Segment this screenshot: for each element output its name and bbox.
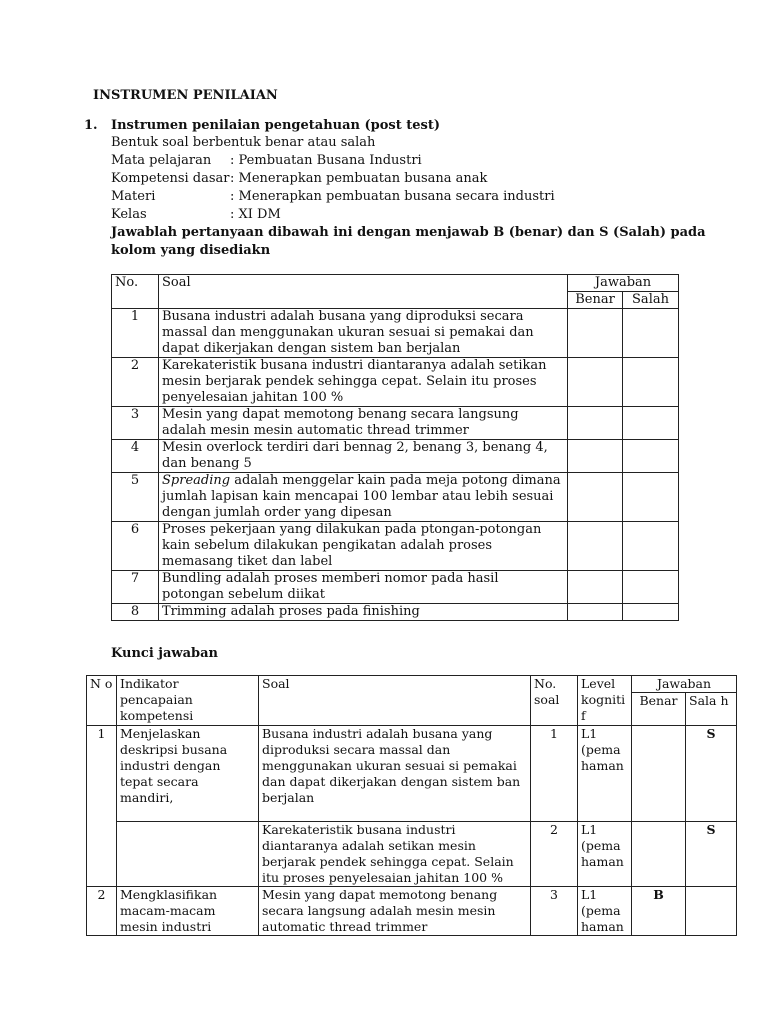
- key-row-salah: [686, 887, 737, 936]
- answer-salah-cell[interactable]: [623, 522, 679, 571]
- table-row: [112, 440, 679, 473]
- field-value-materi: : Menerapkan pembuatan busana secara industri: [230, 189, 555, 204]
- table-row: [112, 309, 679, 358]
- row-soal: Karekateristik busana industri diantaranya adalah setikan mesin berjarak pendek sehingga cepat. Selain itu proses penyelesaian jahitan 100 %: [159, 358, 568, 407]
- key-row-no: [87, 822, 117, 887]
- row-soal-emphasis: Spreading: [162, 473, 231, 488]
- row-soal: Busana industri adalah busana yang diproduksi secara massal dan menggunakan ukuran sesuai si pemakai dan dapat dikerjakan dengan sistem ban berjalan: [159, 309, 568, 358]
- row-no: 3: [112, 407, 159, 440]
- key-row-indikator: Mengklasifikan macam-macam mesin industri: [117, 887, 259, 936]
- key-row-salah: S: [686, 822, 737, 887]
- answer-salah-cell[interactable]: [623, 358, 679, 407]
- key-header-indikator: Indikator pencapaian kompetensi: [117, 676, 259, 726]
- answer-salah-cell[interactable]: [623, 440, 679, 473]
- key-row-soal: Busana industri adalah busana yang diproduksi secara massal dan menggunakan ukuran sesuai si pemakai dan dapat dikerjakan dengan sistem ban berjalan: [259, 726, 531, 822]
- answer-salah-cell[interactable]: [623, 407, 679, 440]
- answer-salah-cell[interactable]: [623, 604, 679, 621]
- answer-benar-cell[interactable]: [568, 604, 623, 621]
- row-soal: Mesin yang dapat memotong benang secara langsung adalah mesin mesin automatic thread trimmer: [159, 407, 568, 440]
- header-salah: Salah: [623, 292, 679, 309]
- header-soal: Soal: [159, 275, 568, 309]
- instruction-line-1: Jawablah pertanyaan dibawah ini dengan menjawab B (benar) dan S (Salah) pada: [111, 225, 706, 240]
- row-no: 1: [112, 309, 159, 358]
- answer-benar-cell[interactable]: [568, 571, 623, 604]
- row-no: 5: [112, 473, 159, 522]
- key-row-indikator: Menjelaskan deskripsi busana industri dengan tepat secara mandiri,: [117, 726, 259, 822]
- answer-benar-cell[interactable]: [568, 440, 623, 473]
- row-no: 6: [112, 522, 159, 571]
- row-no: 4: [112, 440, 159, 473]
- table-row: [87, 887, 737, 936]
- key-row-level: L1 (pema haman: [578, 887, 632, 936]
- field-label-kompetensi-dasar: Kompetensi dasar: [111, 171, 230, 186]
- key-row-salah: S: [686, 726, 737, 822]
- table-row: [112, 473, 679, 522]
- section-subtitle: Bentuk soal berbentuk benar atau salah: [111, 135, 376, 150]
- key-row-benar: [632, 822, 686, 887]
- field-value-kelas: : XI DM: [230, 207, 281, 222]
- field-label-materi: Materi: [111, 189, 156, 204]
- key-header-benar: Benar: [632, 693, 686, 726]
- answer-benar-cell[interactable]: [568, 522, 623, 571]
- key-header-jawaban: Jawaban: [632, 676, 737, 693]
- header-jawaban: Jawaban: [568, 275, 679, 292]
- table-row: [87, 726, 737, 822]
- answer-benar-cell[interactable]: [568, 358, 623, 407]
- answer-salah-cell[interactable]: [623, 309, 679, 358]
- key-header-soal: Soal: [259, 676, 531, 726]
- row-soal: Mesin overlock terdiri dari bennag 2, benang 3, benang 4, dan benang 5: [159, 440, 568, 473]
- answer-benar-cell[interactable]: [568, 309, 623, 358]
- document-heading: INSTRUMEN PENILAIAN: [93, 88, 278, 103]
- key-header-salah: Sala h: [686, 693, 737, 726]
- row-soal: [159, 473, 568, 522]
- table-row: [112, 571, 679, 604]
- question-table: [111, 274, 679, 621]
- key-row-benar: B: [632, 887, 686, 936]
- row-soal: Trimming adalah proses pada finishing: [159, 604, 568, 621]
- table-row: [87, 822, 737, 887]
- header-benar: Benar: [568, 292, 623, 309]
- row-soal-text: adalah menggelar kain pada meja potong dimana jumlah lapisan kain mencapai 100 lembar atau lebih sesuai dengan jumlah order yang dipesan: [162, 473, 561, 520]
- field-label-mata-pelajaran: Mata pelajaran: [111, 153, 212, 168]
- row-soal: Proses pekerjaan yang dilakukan pada ptongan-potongan kain sebelum dilakukan pengikatan adalah proses memasang tiket dan label: [159, 522, 568, 571]
- kunci-title: Kunci jawaban: [111, 646, 219, 661]
- key-row-no-soal: 2: [531, 822, 578, 887]
- answer-salah-cell[interactable]: [623, 571, 679, 604]
- row-no: 7: [112, 571, 159, 604]
- key-row-soal: Karekateristik busana industri diantaranya adalah setikan mesin berjarak pendek sehingga cepat. Selain itu proses penyelesaian jahitan 100 %: [259, 822, 531, 887]
- row-no: 8: [112, 604, 159, 621]
- answer-key-table: [86, 675, 737, 936]
- answer-salah-cell[interactable]: [623, 473, 679, 522]
- header-no: No.: [112, 275, 159, 309]
- key-row-no-soal: 3: [531, 887, 578, 936]
- row-no: 2: [112, 358, 159, 407]
- answer-benar-cell[interactable]: [568, 473, 623, 522]
- key-row-indikator: [117, 822, 259, 887]
- key-row-no: 2: [87, 887, 117, 936]
- field-value-kompetensi-dasar: : Menerapkan pembuatan busana anak: [230, 171, 488, 186]
- key-row-benar: [632, 726, 686, 822]
- key-row-no: 1: [87, 726, 117, 822]
- table-row: [112, 604, 679, 621]
- row-soal: Bundling adalah proses memberi nomor pada hasil potongan sebelum diikat: [159, 571, 568, 604]
- key-row-no-soal: 1: [531, 726, 578, 822]
- section-title: Instrumen penilaian pengetahuan (post test): [111, 118, 441, 133]
- table-row: [112, 407, 679, 440]
- key-row-soal: Mesin yang dapat memotong benang secara langsung adalah mesin mesin automatic thread trimmer: [259, 887, 531, 936]
- table-row: [112, 522, 679, 571]
- section-number: 1.: [84, 118, 98, 133]
- table-row: [112, 358, 679, 407]
- field-value-mata-pelajaran: : Pembuatan Busana Industri: [230, 153, 422, 168]
- instruction-line-2: kolom yang disediakn: [111, 243, 271, 258]
- answer-benar-cell[interactable]: [568, 407, 623, 440]
- key-row-level: L1 (pema haman: [578, 822, 632, 887]
- key-header-level: Level kogniti f: [578, 676, 632, 726]
- key-header-no: N o: [87, 676, 117, 726]
- field-label-kelas: Kelas: [111, 207, 147, 222]
- key-header-no-soal: No. soal: [531, 676, 578, 726]
- key-row-level: L1 (pema haman: [578, 726, 632, 822]
